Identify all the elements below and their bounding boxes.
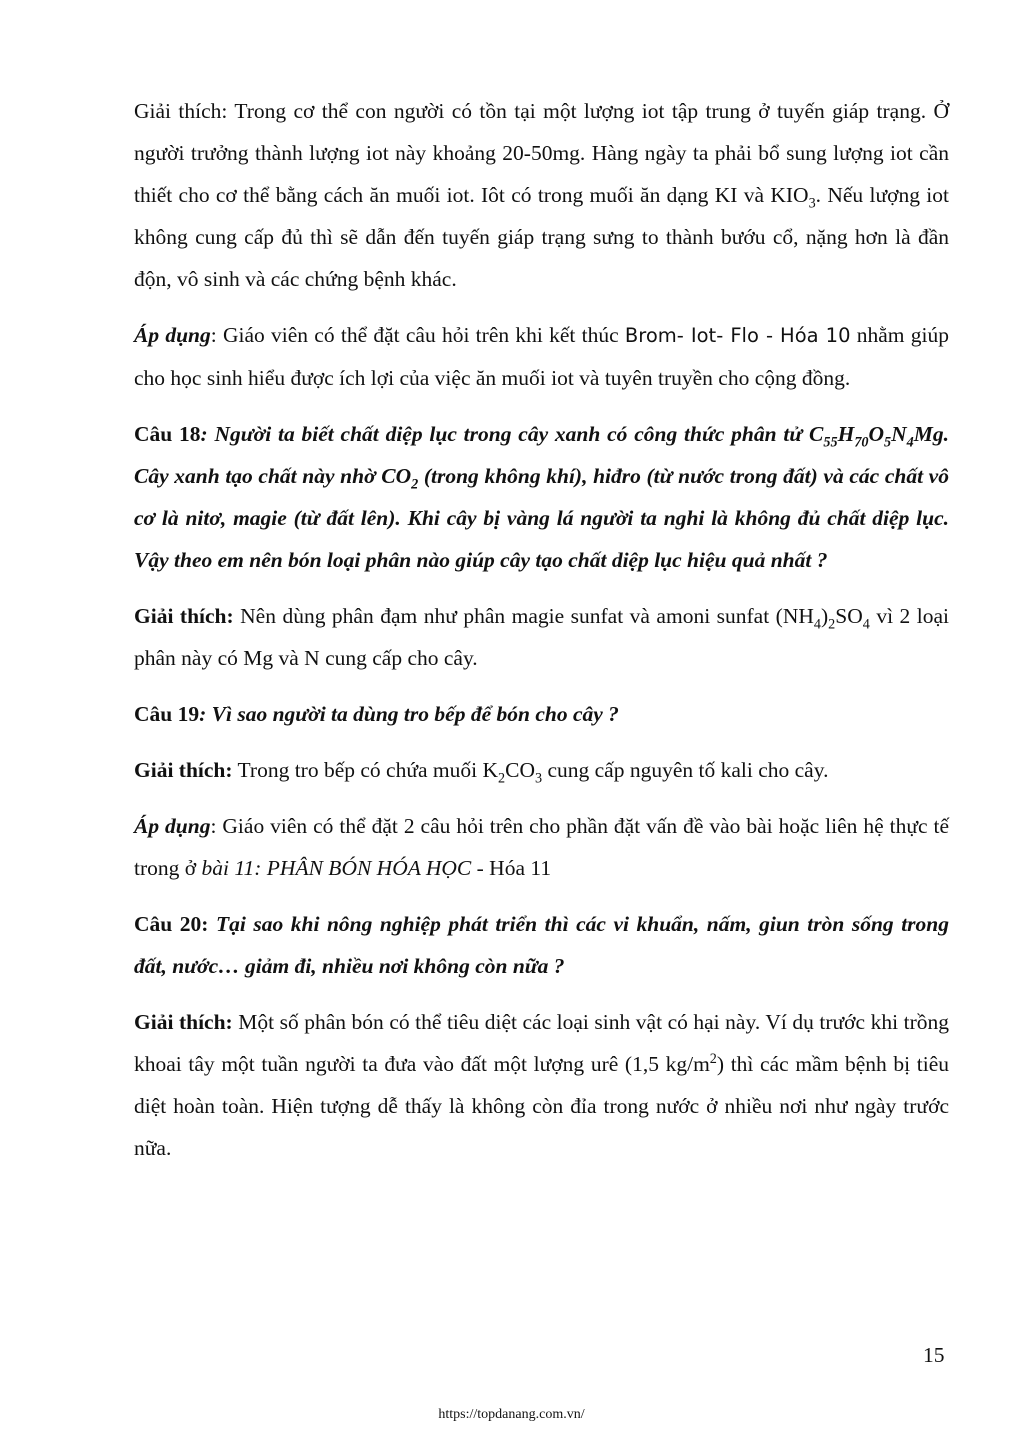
text: nhằm giúp cho học sinh hiểu được ích lợi của việc ăn muối iot và tuyên truyền cho cộng đồng. <box>134 323 949 390</box>
explanation-label: Giải thích: <box>134 758 233 782</box>
text: Giải thích: Trong cơ thể con người có tồn tại một lượng iot tập trung ở tuyến giáp trạng. Ở người trưởng thành lượng iot này khoảng 20-50mg. Hàng ngày ta phải bổ sung lượng iot cần thiết cho cơ thể bằng cách ăn muối iot. Iôt có trong muối ăn dạng KI và KIO <box>134 99 949 207</box>
subscript: 4 <box>906 434 914 451</box>
text: H <box>837 422 855 446</box>
question-19 <box>134 693 949 735</box>
text: N <box>891 422 907 446</box>
text: ) thì các mầm bệnh bị tiêu diệt hoàn toàn. Hiện tượng dễ thấy là không còn đỉa trong nước ở nhiều nơi như ngày trước nữa. <box>134 1052 949 1160</box>
explanation-iodine <box>134 90 949 300</box>
explanation-label: Giải thích: <box>134 604 234 628</box>
subscript: 3 <box>808 195 816 212</box>
text: Trong tro bếp có chứa muối K <box>232 758 499 782</box>
question-18 <box>134 413 949 581</box>
answer-19 <box>134 749 949 791</box>
text: cung cấp nguyên tố kali cho cây. <box>542 758 829 782</box>
question-label: Câu 20: <box>134 912 209 936</box>
text: . Nếu lượng iot không cung cấp đủ thì sẽ dẫn đến tuyến giáp trạng sưng to thành bướu cổ, nặng hơn là đần độn, vô sinh và các chứng bệnh khác. <box>134 183 950 291</box>
text: SO <box>835 604 863 628</box>
subscript: 4 <box>862 616 870 633</box>
question-label: Câu 19 <box>134 702 200 726</box>
subscript: 5 <box>884 434 892 451</box>
subscript: 3 <box>534 770 543 787</box>
page-number: 15 <box>923 1343 945 1367</box>
explanation-label: Giải thích: <box>134 1010 233 1034</box>
text: : Người ta biết chất diệp lục trong cây xanh có công thức phân tử C <box>200 422 824 446</box>
text: Mg. Cây xanh tạo chất này nhờ CO <box>134 422 950 488</box>
lesson-title: bài 11: PHÂN BÓN HÓA HỌC <box>201 856 472 880</box>
application-label: Áp dụng <box>134 323 211 347</box>
subscript: 2 <box>498 770 506 787</box>
question-20 <box>134 903 949 987</box>
text: : Giáo viên có thể đặt 2 câu hỏi trên cho phần đặt vấn đề vào bài hoặc liên hệ thực tế trong ở <box>134 814 949 880</box>
answer-20 <box>134 1001 949 1169</box>
answer-18 <box>134 595 949 679</box>
text: CO <box>505 758 535 782</box>
text: - Hóa 11 <box>471 856 552 880</box>
text: Nên dùng phân đạm như phân magie sunfat và amoni sunfat (NH <box>233 604 814 628</box>
question-text: : Vì sao người ta dùng tro bếp để bón cho cây ? <box>199 702 619 726</box>
footer-url[interactable]: https://topdanang.com.vn/ <box>438 1407 585 1422</box>
application-note-1 <box>134 314 949 399</box>
subscript: 2 <box>828 616 836 633</box>
text: O <box>868 422 885 446</box>
subscript: 70 <box>854 434 869 451</box>
lesson-topic: Brom- Iot- Flo - Hóa 10 <box>624 324 851 347</box>
subscript: 2 <box>411 476 419 493</box>
question-text: Tại sao khi nông nghiệp phát triển thì các vi khuẩn, nấm, giun tròn sống trong đất, nước… giảm đi, nhiều nơi không còn nữa ? <box>134 912 950 978</box>
subscript: 4 <box>813 616 821 633</box>
application-note-2 <box>134 805 949 889</box>
text: (trong không khí), hiđro (từ nước trong đất) và các chất vô cơ là nitơ, magie (từ đất lên). Khi cây bị vàng lá người ta nghi là không đủ chất diệp lục. Vậy theo em nên bón loại phân nào giúp cây tạo chất diệp lục hiệu quả nhất ? <box>134 464 949 572</box>
question-label: Câu 18 <box>134 422 201 446</box>
text: vì 2 loại phân này có Mg và N cung cấp cho cây. <box>134 604 950 670</box>
superscript: 2 <box>709 1050 717 1067</box>
text: : Giáo viên có thể đặt câu hỏi trên khi kết thúc <box>210 323 625 347</box>
document-body <box>134 90 949 1183</box>
application-label: Áp dụng <box>134 814 211 838</box>
text: Một số phân bón có thể tiêu diệt các loại sinh vật có hại này. Ví dụ trước khi trồng khoai tây một tuần người ta đưa vào đất một lượng urê (1,5 kg/m <box>134 1010 949 1076</box>
text: ) <box>821 604 829 628</box>
question-text <box>134 422 949 572</box>
subscript: 55 <box>823 434 838 451</box>
